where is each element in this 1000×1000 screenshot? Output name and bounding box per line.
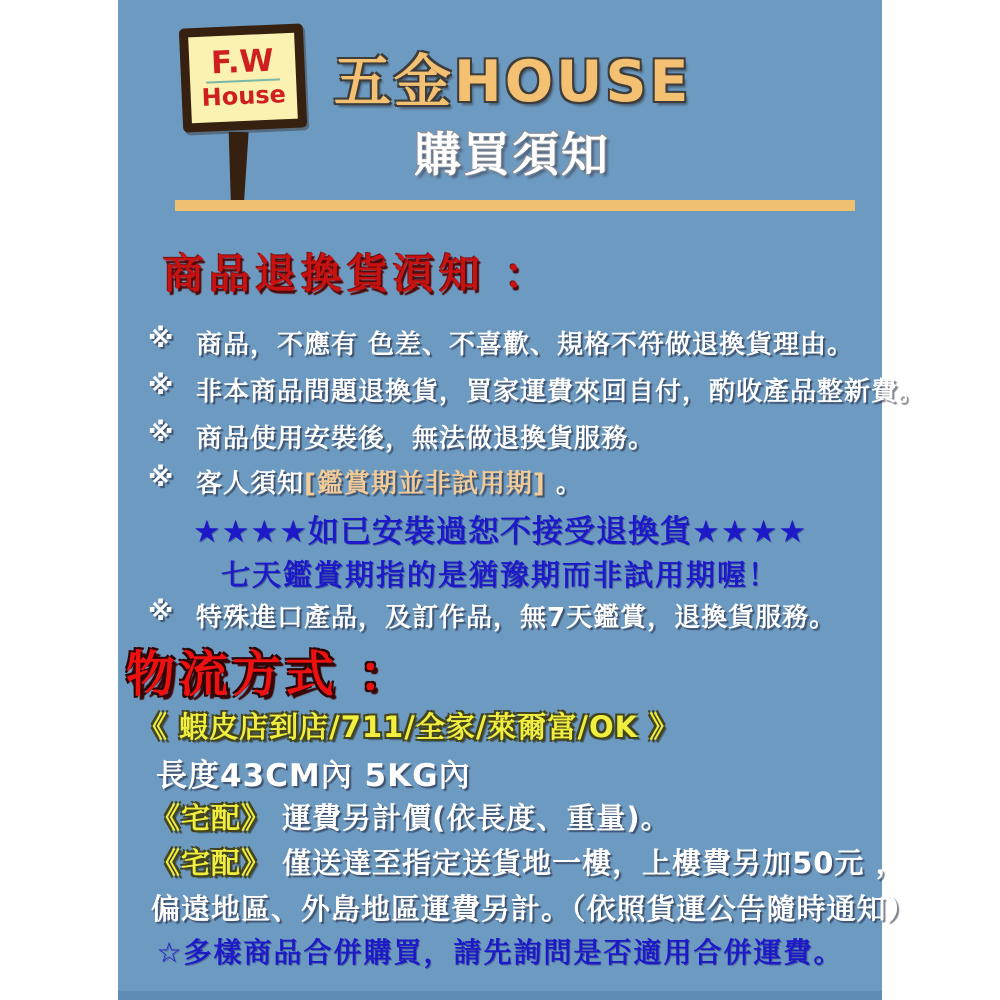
return-rule-4-text — [196, 463, 583, 500]
home-delivery-floor-line — [151, 841, 906, 882]
home-delivery-tag: 《宅配》 — [151, 846, 272, 880]
blue-panel — [118, 0, 926, 1000]
seven-day-note: 七天鑑賞期指的是猶豫期而非試用期喔！ — [220, 558, 779, 592]
rule-4-highlight: [鑑賞期並非試用期] — [304, 469, 546, 499]
logo-text-house: House — [201, 80, 287, 112]
home-delivery-fee-line — [151, 796, 671, 837]
home-delivery-fee-text: 運費另計價(依長度、重量)。 — [271, 801, 671, 835]
home-delivery-floor-text: 僅送達至指定送貨地一樓，上樓費另加50元 ， — [271, 846, 906, 880]
logistics-heading: 物流方式 ： — [126, 646, 413, 703]
sign-board — [179, 23, 307, 132]
return-rule-5 — [148, 597, 868, 634]
sign-post — [227, 132, 248, 206]
return-rule-4 — [148, 463, 868, 500]
rule-4-prefix: 客人須知 — [196, 469, 305, 499]
return-rule-2 — [148, 371, 926, 408]
return-rule-1-text: 商品，不應有 色差、不喜歡、規格不符做退換貨理由。 — [196, 330, 855, 360]
combined-shipping-note: ☆多樣商品合併購買，請先詢問是否適用合併運費。 — [156, 936, 844, 969]
return-rule-3 — [148, 418, 868, 455]
reference-mark-icon: ※ — [148, 463, 174, 493]
reference-mark-icon: ※ — [148, 418, 174, 448]
reference-mark-icon: ※ — [148, 597, 174, 627]
return-rule-1 — [148, 324, 868, 361]
return-rule-5-text: 特殊進口產品，及訂作品，無7天鑑賞，退換貨服務。 — [196, 603, 837, 633]
remote-area-line: 偏遠地區、外島地區運費另計。（依照貨運公告隨時通知） — [151, 892, 917, 926]
reference-mark-icon: ※ — [148, 324, 174, 354]
return-rule-2-text: 非本商品問題退換貨，買家運費來回自付，酌收產品整新費。 — [196, 377, 926, 407]
page-subtitle: 購買須知 — [414, 128, 610, 183]
store-pickup-options: 《 蝦皮店到店/711/全家/萊爾富/OK 》 — [138, 710, 680, 744]
home-delivery-tag: 《宅配》 — [151, 801, 272, 835]
installed-no-return-warning: ★★★★如已安裝過恕不接受退換貨★★★★ — [192, 514, 808, 550]
size-weight-limit: 長度43CM內 5KG內 — [156, 758, 471, 794]
return-rule-3-text: 商品使用安裝後，無法做退換貨服務。 — [196, 424, 656, 454]
bottom-edge-strip — [118, 991, 882, 1000]
logo-text-fw: F.W — [204, 44, 280, 83]
header-divider — [175, 200, 855, 211]
reference-mark-icon: ※ — [148, 371, 174, 401]
rule-4-suffix: 。 — [545, 469, 583, 499]
page-title: 五金HOUSE — [334, 49, 692, 115]
returns-heading: 商品退換貨湏知 ： — [163, 250, 551, 298]
